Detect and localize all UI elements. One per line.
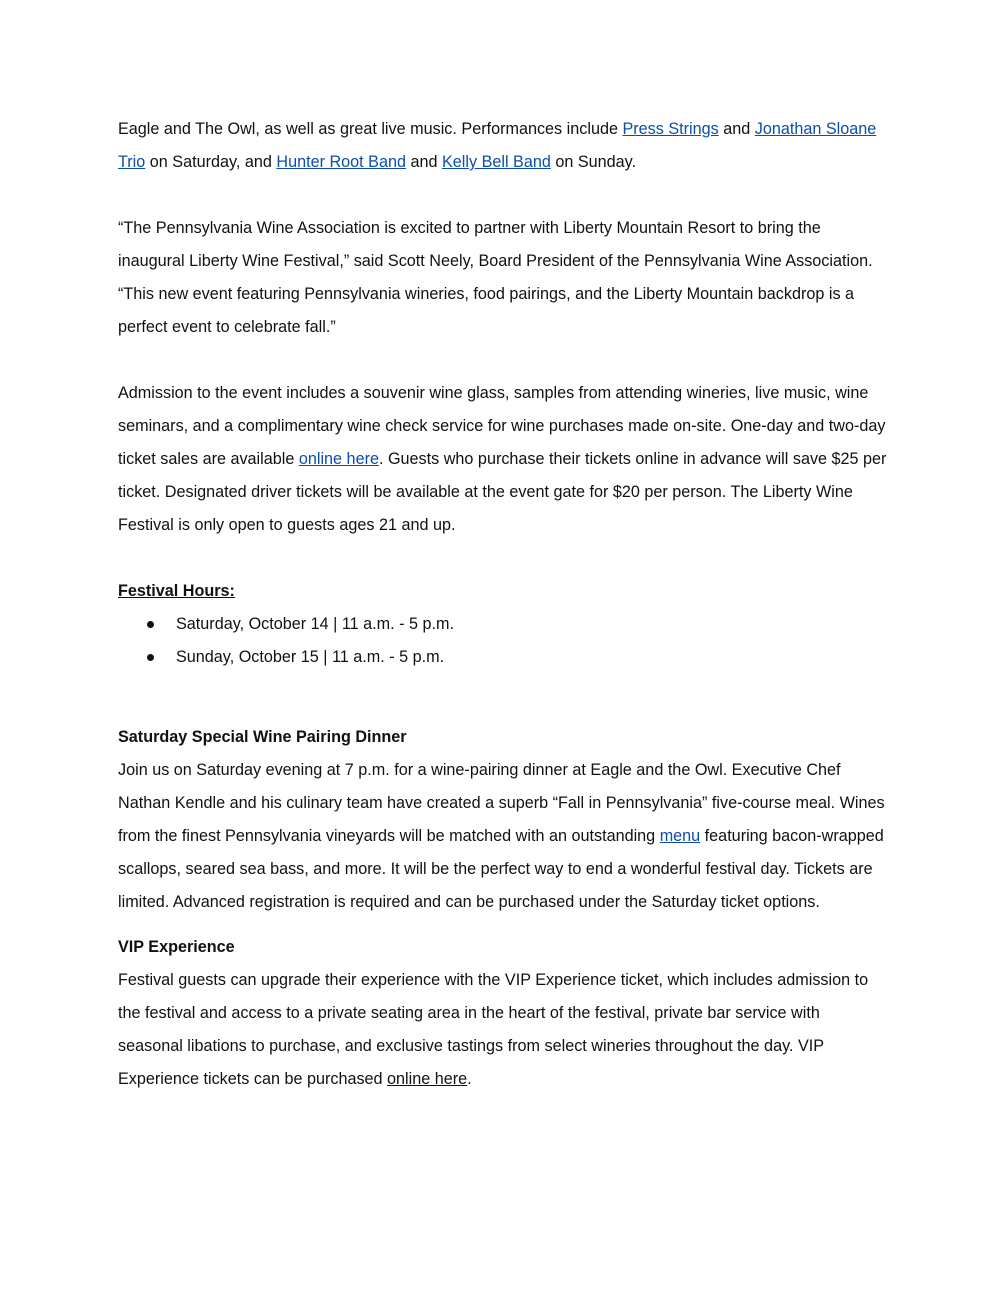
text-run: Festival guests can upgrade their experience with the VIP Experience ticket, which includes admission to the festival and access to a private seating area in the heart of the festival, private bar service with seasonal libations to purchase, and exclusive tastings from select wineries throughout the day. VIP Experience tickets can be purchased <box>118 971 869 1088</box>
text-run: and <box>405 153 442 171</box>
wine-pairing-dinner-paragraph <box>118 754 888 919</box>
text-run: on Sunday. <box>550 153 637 171</box>
wine-pairing-dinner-heading: Saturday Special Wine Pairing Dinner <box>118 728 407 746</box>
festival-hours-heading: Festival Hours: <box>118 582 235 600</box>
text-run: Join us on Saturday evening at 7 p.m. for a wine-pairing dinner at Eagle and the Owl. Executive Chef Nathan Kendle and his culinary team have created a superb “Fall in Pennsylvania” five-course meal. Wines from the finest Pennsylvania vineyards will be matched with an outstanding <box>118 761 885 845</box>
hunter-root-band-link[interactable]: Hunter Root Band <box>276 153 406 171</box>
admission-paragraph <box>118 377 888 542</box>
document-page <box>118 113 888 1096</box>
vip-experience-paragraph <box>118 964 888 1096</box>
vip-online-link[interactable]: online here <box>387 1070 468 1088</box>
quote-paragraph: “The Pennsylvania Wine Association is excited to partner with Liberty Mountain Resort to bring the inaugural Liberty Wine Festival,” said Scott Neely, Board President of the Pennsylvania Wine Association. “This new event featuring Pennsylvania wineries, food pairings, and the Liberty Mountain backdrop is a perfect event to celebrate fall.” <box>118 219 873 336</box>
text-run: . <box>467 1070 472 1088</box>
text-run: . Guests who purchase their tickets online in advance will save $25 per ticket. Designated driver tickets will be available at the event gate for $20 per person. The Liberty Wine Festival is only open to guests ages 21 and up. <box>118 450 887 534</box>
text-run: featuring bacon-wrapped scallops, seared sea bass, and more. It will be the perfect way to end a wonderful festival day. Tickets are limited. Advanced registration is required and can be purchased under the Saturday ticket options. <box>118 827 884 911</box>
press-strings-link[interactable]: Press Strings <box>622 120 719 138</box>
kelly-bell-band-link[interactable]: Kelly Bell Band <box>441 153 551 171</box>
online-tickets-link[interactable]: online here <box>298 450 379 468</box>
text-run: Admission to the event includes a souvenir wine glass, samples from attending wineries, live music, wine seminars, and a complimentary wine check service for wine purchases made on-site. One-day and two-day ticket sales are available <box>118 384 886 468</box>
performances-paragraph <box>118 113 888 179</box>
list-item: Sunday, October 15 | 11 a.m. - 5 p.m. <box>118 641 888 674</box>
list-item: Saturday, October 14 | 11 a.m. - 5 p.m. <box>118 608 888 641</box>
menu-link[interactable]: menu <box>659 827 701 845</box>
festival-hours-list <box>118 608 888 674</box>
text-run: Eagle and The Owl, as well as great live music. Performances include <box>118 120 623 138</box>
jonathan-sloane-trio-link[interactable]: Jonathan Sloane Trio <box>118 120 877 171</box>
text-run: and <box>718 120 755 138</box>
vip-experience-heading: VIP Experience <box>118 938 235 956</box>
text-run: on Saturday, and <box>145 153 277 171</box>
